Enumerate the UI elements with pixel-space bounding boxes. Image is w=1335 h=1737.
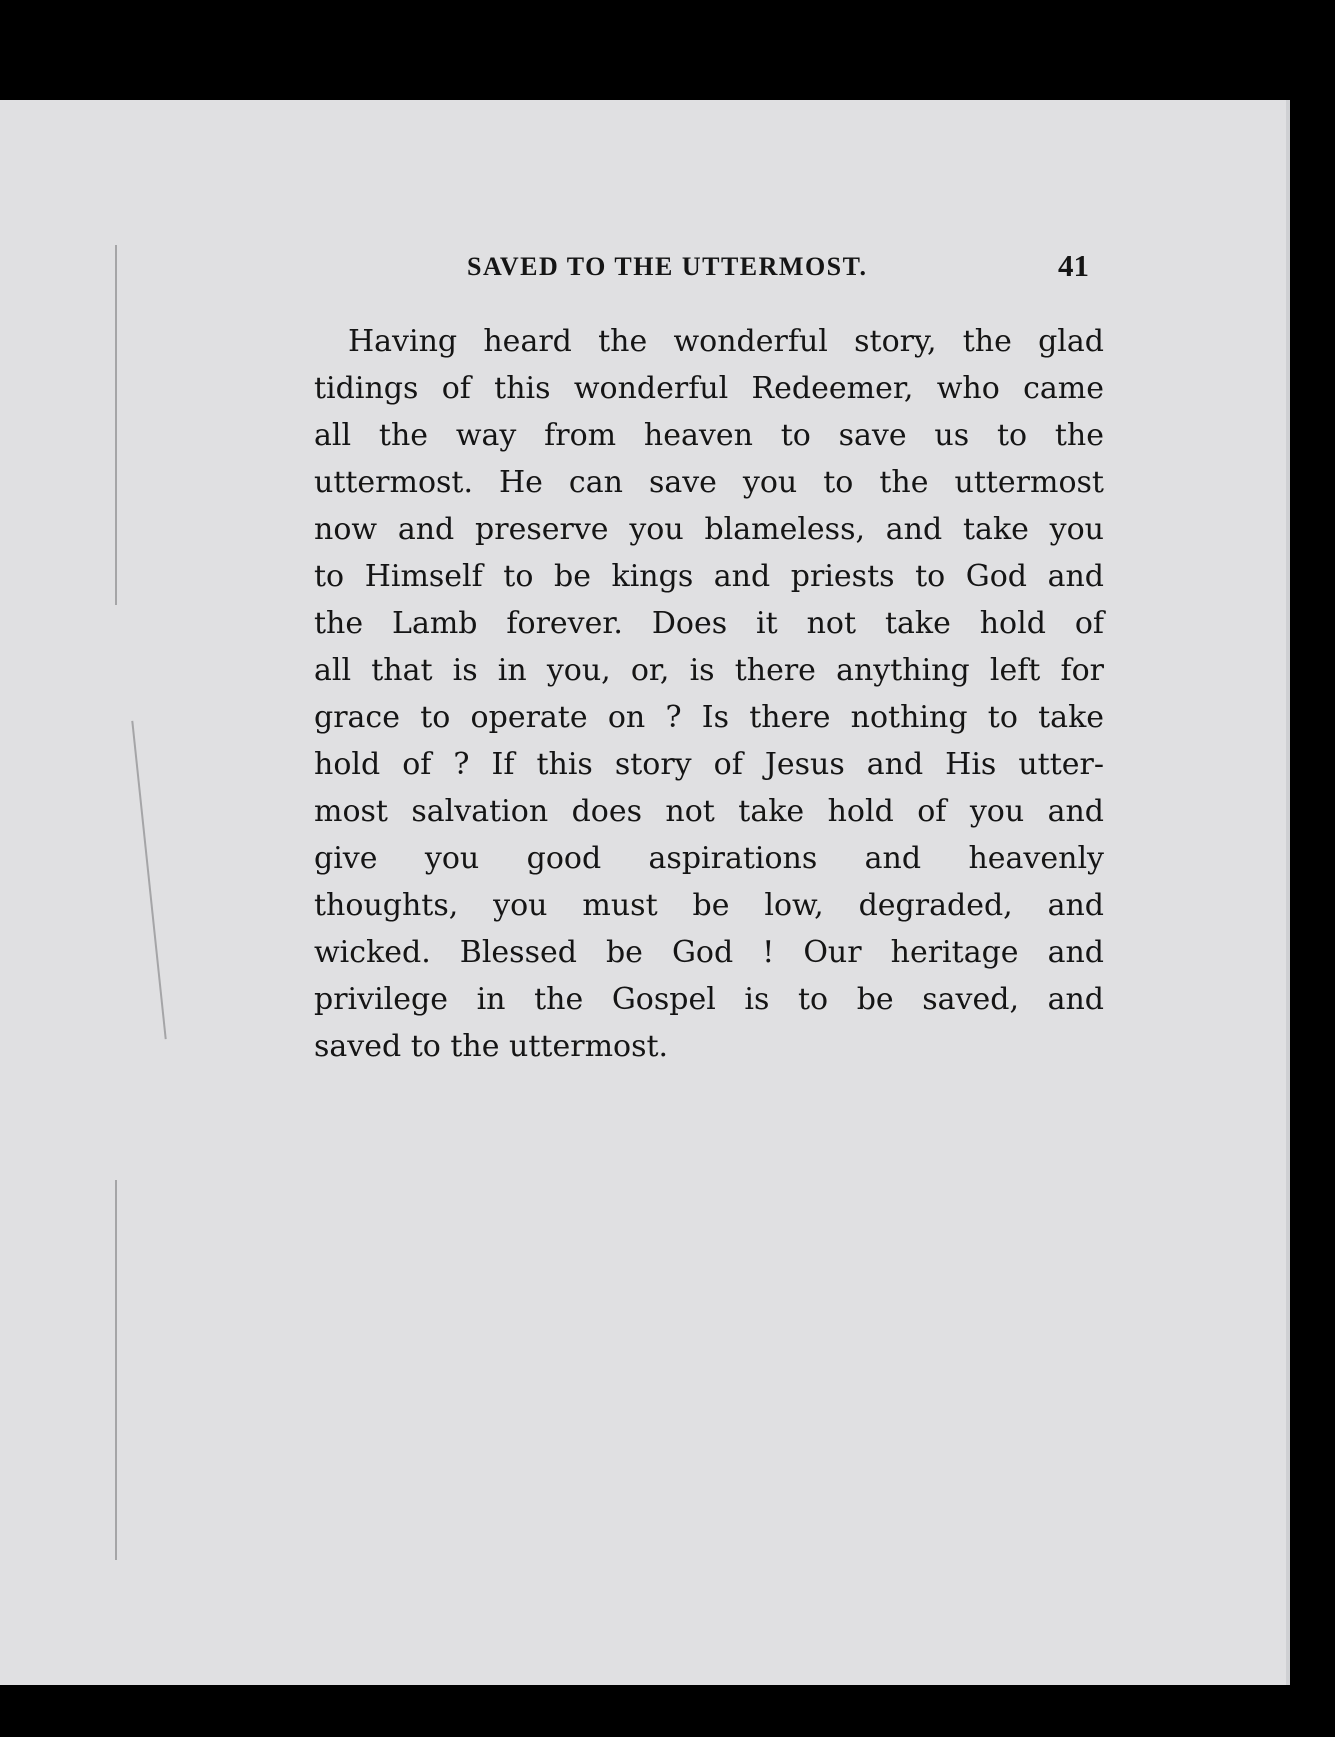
page-number: 41: [1058, 248, 1089, 283]
running-header: SAVED TO THE UTTERMOST.: [467, 252, 868, 281]
text-line: grace to operate on ? Is there nothing to take: [314, 700, 1104, 735]
text-line: thoughts, you must be low, degraded, and: [314, 888, 1104, 923]
text-line: privilege in the Gospel is to be saved, and: [314, 982, 1104, 1017]
text-line: uttermost. He can save you to the uttermost: [314, 465, 1104, 500]
binding-mark: [115, 245, 117, 605]
text-line: Having heard the wonderful story, the glad: [348, 324, 1104, 359]
text-line: to Himself to be kings and priests to God and: [314, 559, 1104, 594]
text-line: the Lamb forever. Does it not take hold of: [314, 606, 1104, 641]
text-line: tidings of this wonderful Redeemer, who came: [314, 371, 1104, 406]
text-line: hold of ? If this story of Jesus and His utter-: [314, 747, 1104, 782]
text-line: give you good aspirations and heavenly: [314, 841, 1104, 876]
text-line: now and preserve you blameless, and take you: [314, 512, 1104, 547]
binding-mark: [115, 1180, 117, 1560]
text-line: most salvation does not take hold of you and: [314, 794, 1104, 829]
text-line: saved to the uttermost.: [314, 1029, 669, 1064]
body-paragraph: [314, 318, 1104, 1070]
text-line: wicked. Blessed be God ! Our heritage and: [314, 935, 1104, 970]
text-line: all the way from heaven to save us to the: [314, 418, 1104, 453]
text-line: all that is in you, or, is there anything left for: [314, 653, 1104, 688]
binding-mark: [131, 721, 166, 1039]
